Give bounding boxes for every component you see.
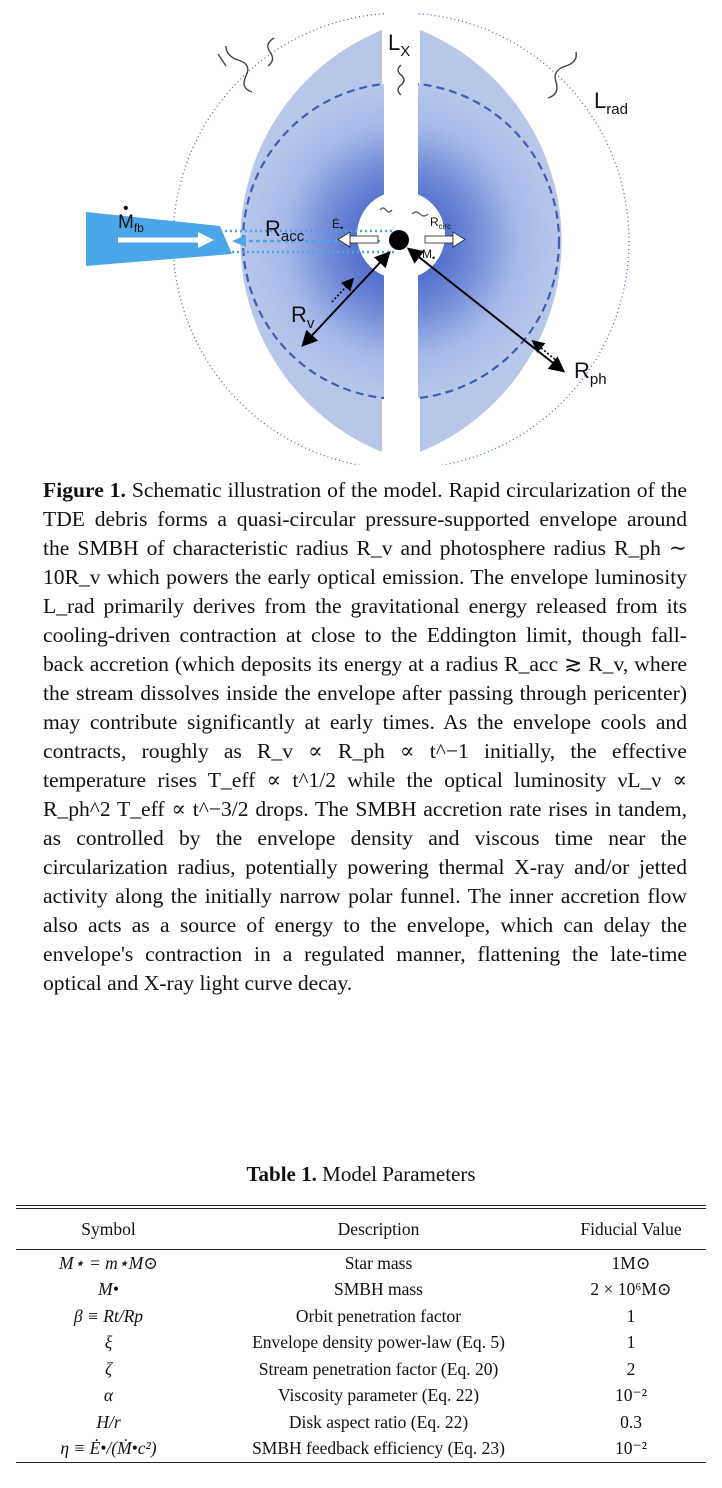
label-mfb: $M_{fb}$ [118,212,144,235]
table-row [16,1277,706,1304]
parameters-table [16,1205,706,1463]
caption-text: Schematic illustration of the model. Rapid circularization of the TDE debris forms a quasi-circular pressure-supported envelope around the SMBH of characteristic radius R_v and photosphere radius R_ph ∼ 10R_v which powers the early optical emission. The envelope luminosity L_rad primarily derives from the gravitational energy released from its cooling-driven contraction at close to the Eddington limit, though fall-back accretion (which deposits its energy at a radius R_acc ≳ R_v, where the stream dissolves inside the envelope after passing through pericenter) may contribute significantly at early times. As the envelope cools and contracts, roughly as R_v ∝ R_ph ∝ t^−1 initially, the effective temperature rises T_eff ∝ t^1/2 while the optical luminosity νL_ν ∝ R_ph^2 T_eff ∝ t^−3/2 drops. The SMBH accretion rate rises in tandem, as controlled by the envelope density and viscous time near the circularization radius, potentially powering thermal X-ray and/or jetted activity along the initially narrow polar funnel. The inner accretion flow also acts as a source of energy to the envelope, which can delay the envelope's contraction in a regulated manner, flattening the late-time optical and X-ray light curve decay. [43,478,687,995]
cell-symbol: ζ [104,1358,113,1379]
cell-description: Viscosity parameter (Eq. 22) [277,1385,480,1406]
table-row [16,1250,706,1277]
cell-description: Star mass [344,1252,413,1273]
label-lx: $L_X$ [388,30,411,60]
caption-label: Figure 1. [43,478,126,502]
table-header-row [16,1207,706,1250]
edot-arrow-bar [350,236,378,243]
cell-symbol: ξ [104,1332,113,1353]
label-mfb-dot: • [123,200,129,217]
table-row [16,1330,706,1357]
header-symbol: Symbol [81,1218,136,1239]
cell-value: 0.3 [620,1411,642,1432]
table-row [16,1436,706,1463]
rad-squiggle-left-icon [226,46,252,92]
racc-arrowhead-left [232,235,246,247]
table-title [0,1162,722,1187]
schematic-figure [0,0,722,465]
cell-value: 10⁻² [615,1385,647,1406]
table-row [16,1383,706,1410]
cell-description: Disk aspect ratio (Eq. 22) [288,1411,469,1432]
label-rph: $R_{ph}$ [574,358,607,388]
cell-symbol: α [103,1385,114,1406]
cell-value: 2 × 10⁶M⊙ [590,1279,672,1300]
cell-description: Stream penetration factor (Eq. 20) [258,1358,499,1379]
table-row [16,1409,706,1436]
cell-description: Orbit penetration factor [295,1305,462,1326]
cell-symbol: M⋆ = m⋆M⊙ [59,1252,158,1273]
table-row [16,1356,706,1383]
label-rcirc: $R_{circ}$ [430,215,452,231]
cell-description: Envelope density power-law (Eq. 5) [252,1332,505,1353]
cell-value: 1 [626,1305,636,1326]
rad-squiggle-left2-icon [218,54,226,66]
cell-symbol: H/r [96,1411,121,1432]
black-hole [389,230,409,250]
label-edot: $Ė_•$ [332,217,344,233]
header-value: Fiducial Value [580,1218,682,1239]
label-rv: $R_v$ [291,302,315,332]
cell-symbol: η ≡ Ė•/(Ṁ•c²) [60,1438,157,1459]
rad-squiggle-right-icon [548,52,576,98]
rad-squiggle-top-icon [268,38,274,66]
table-title-text: Model Parameters [322,1162,476,1186]
label-mbh: $M_•$ [422,247,436,263]
cell-description: SMBH feedback efficiency (Eq. 23) [252,1438,505,1459]
figure-caption [43,476,687,998]
table-label: Table 1. [246,1162,317,1186]
cell-value: 2 [626,1358,636,1379]
cell-value: 1 [626,1332,636,1353]
cell-value: 1M⊙ [611,1252,651,1273]
header-description: Description [337,1218,420,1239]
label-lrad: $L_{rad}$ [594,88,628,118]
label-racc: $R_{acc}$ [265,216,305,245]
rcirc-arrow-bar [425,236,453,243]
cell-description: SMBH mass [334,1279,423,1300]
cell-value: 10⁻² [615,1438,647,1459]
cell-symbol: β ≡ Rt/Rp [73,1305,144,1326]
cell-symbol: M• [98,1279,119,1300]
table-row [16,1303,706,1330]
